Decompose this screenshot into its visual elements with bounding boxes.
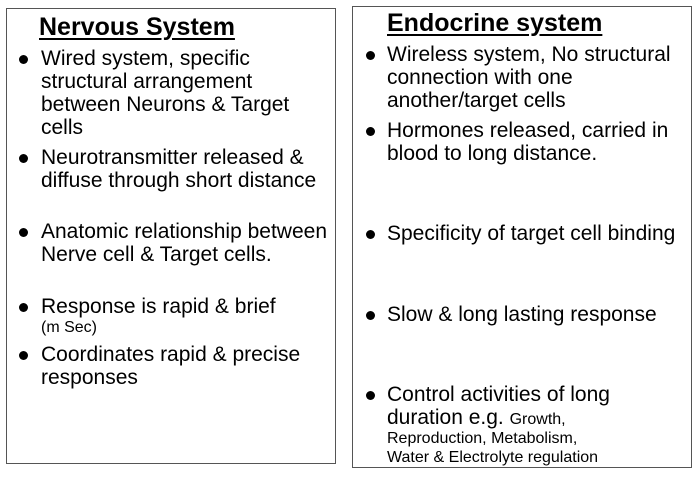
bullet-icon: [19, 228, 28, 237]
nervous-item-1: Wired system, specific structural arrangement between Neurons & Target cells: [11, 47, 333, 139]
endocrine-item-4: Slow & long lasting response: [357, 303, 689, 326]
bullet-icon: [366, 391, 375, 400]
nervous-item-3: Anatomic relationship between Nerve cell & Target cells.: [11, 220, 333, 266]
nervous-item-5: Coordinates rapid & precise responses: [11, 343, 333, 389]
endocrine-system-title: Endocrine system: [387, 9, 603, 37]
bullet-icon: [366, 230, 375, 239]
endocrine-item-1: Wireless system, No structural connection with one another/target cells: [357, 43, 689, 112]
nervous-system-title: Nervous System: [39, 13, 235, 41]
endocrine-item-2: Hormones released, carried in blood to long distance.: [357, 119, 689, 165]
bullet-icon: [19, 154, 28, 163]
bullet-icon: [366, 51, 375, 60]
bullet-icon: [19, 351, 28, 360]
nervous-system-panel: [6, 8, 336, 464]
bullet-icon: [366, 311, 375, 320]
bullet-icon: [366, 127, 375, 136]
endocrine-item-5: Control activities of long duration e.g. Growth, Reproduction, Metabolism, Water & Electrolyte regulation: [357, 383, 689, 467]
endocrine-system-panel: [352, 6, 692, 468]
bullet-icon: [19, 303, 28, 312]
endocrine-item-3: Specificity of target cell binding: [357, 222, 689, 245]
bullet-icon: [19, 55, 28, 64]
nervous-item-4: Response is rapid & brief (m Sec): [11, 295, 333, 337]
nervous-item-2: Neurotransmitter released & diffuse through short distance: [11, 146, 333, 192]
